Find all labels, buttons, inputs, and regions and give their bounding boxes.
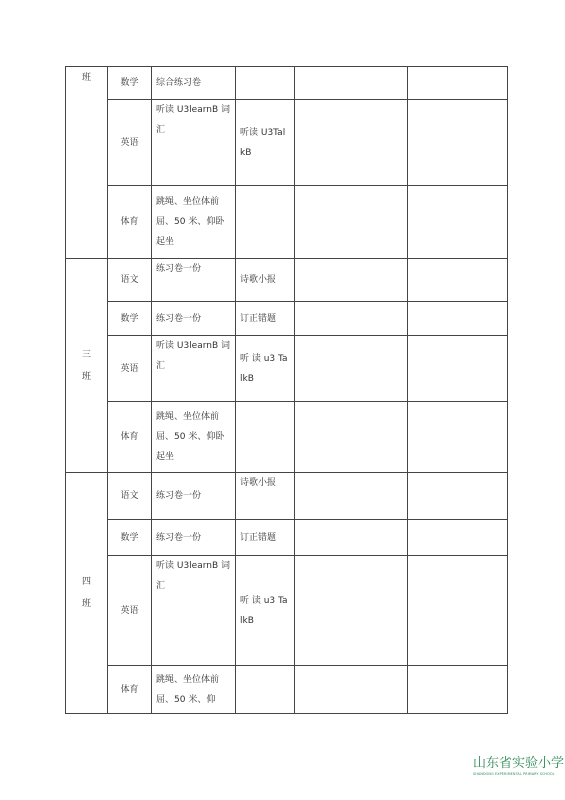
task-cell: 听读 U3learnB 词汇 xyxy=(152,336,236,402)
school-logo-name: 山东省实验小学 xyxy=(473,756,565,771)
table-row xyxy=(66,100,508,186)
task-cell: 跳绳、坐位体前屈、50 米、仰卧起坐 xyxy=(152,186,236,259)
empty-cell xyxy=(295,556,408,666)
task-cell: 练习卷一份 xyxy=(152,473,236,520)
empty-cell xyxy=(295,67,408,100)
empty-cell xyxy=(408,666,508,714)
task-cell xyxy=(236,67,295,100)
table-row xyxy=(66,402,508,473)
subject-cell: 语文 xyxy=(108,259,152,302)
subject-cell: 数学 xyxy=(108,520,152,556)
subject-cell: 英语 xyxy=(108,100,152,186)
class-label: 班 xyxy=(81,371,91,382)
empty-cell xyxy=(408,302,508,336)
table-row xyxy=(66,67,508,100)
class-label-cell xyxy=(66,473,108,714)
subject-cell: 体育 xyxy=(108,402,152,473)
empty-cell xyxy=(408,100,508,186)
empty-cell xyxy=(408,556,508,666)
task-cell: 跳绳、坐位体前屈、50 米、仰 xyxy=(152,666,236,714)
class-label: 四 xyxy=(81,577,91,587)
empty-cell xyxy=(295,100,408,186)
empty-cell xyxy=(408,473,508,520)
task-cell xyxy=(236,666,295,714)
empty-cell xyxy=(295,336,408,402)
empty-cell xyxy=(408,259,508,302)
task-cell: 听读 U3learnB 词汇 xyxy=(152,556,236,666)
task-cell: 综合练习卷 xyxy=(152,67,236,100)
task-cell: 跳绳、坐位体前屈、50 米、仰卧起坐 xyxy=(152,402,236,473)
class-label-cell xyxy=(66,67,108,259)
subject-cell: 语文 xyxy=(108,473,152,520)
task-cell xyxy=(236,402,295,473)
task-cell xyxy=(236,186,295,259)
empty-cell xyxy=(295,666,408,714)
empty-cell xyxy=(295,259,408,302)
table-row xyxy=(66,186,508,259)
task-cell: 听读 U3learnB 词汇 xyxy=(152,100,236,186)
table-row xyxy=(66,302,508,336)
subject-cell: 数学 xyxy=(108,67,152,100)
empty-cell xyxy=(295,302,408,336)
empty-cell xyxy=(408,186,508,259)
task-cell: 听 读 u3 TalkB xyxy=(236,556,295,666)
task-cell: 练习卷一份 xyxy=(152,259,236,302)
school-logo xyxy=(473,752,565,792)
subject-cell: 数学 xyxy=(108,302,152,336)
task-cell: 诗歌小报 xyxy=(236,473,295,520)
empty-cell xyxy=(295,402,408,473)
task-cell: 订正错题 xyxy=(236,520,295,556)
task-cell: 听读 U3TalkB xyxy=(236,100,295,186)
empty-cell xyxy=(408,402,508,473)
table-row xyxy=(66,259,508,302)
table-row xyxy=(66,520,508,556)
subject-cell: 体育 xyxy=(108,666,152,714)
class-label: 班 xyxy=(81,599,91,609)
school-logo-subtitle: SHANDONG EXPERIMENTAL PRIMARY SCHOOL xyxy=(473,772,555,776)
subject-cell: 体育 xyxy=(108,186,152,259)
table-row xyxy=(66,556,508,666)
empty-cell xyxy=(295,186,408,259)
empty-cell xyxy=(295,473,408,520)
empty-cell xyxy=(408,336,508,402)
class-label: 三 xyxy=(81,349,91,360)
table-row xyxy=(66,336,508,402)
homework-table xyxy=(65,66,508,714)
task-cell: 订正错题 xyxy=(236,302,295,336)
empty-cell xyxy=(295,520,408,556)
task-cell: 练习卷一份 xyxy=(152,520,236,556)
class-label: 班 xyxy=(81,73,91,83)
task-cell: 练习卷一份 xyxy=(152,302,236,336)
empty-cell xyxy=(408,520,508,556)
empty-cell xyxy=(408,67,508,100)
task-cell: 诗歌小报 xyxy=(236,259,295,302)
subject-cell: 英语 xyxy=(108,556,152,666)
table-row xyxy=(66,666,508,714)
table-row xyxy=(66,473,508,520)
task-cell: 听 读 u3 TalkB xyxy=(236,336,295,402)
subject-cell: 英语 xyxy=(108,336,152,402)
class-label-cell xyxy=(66,259,108,473)
